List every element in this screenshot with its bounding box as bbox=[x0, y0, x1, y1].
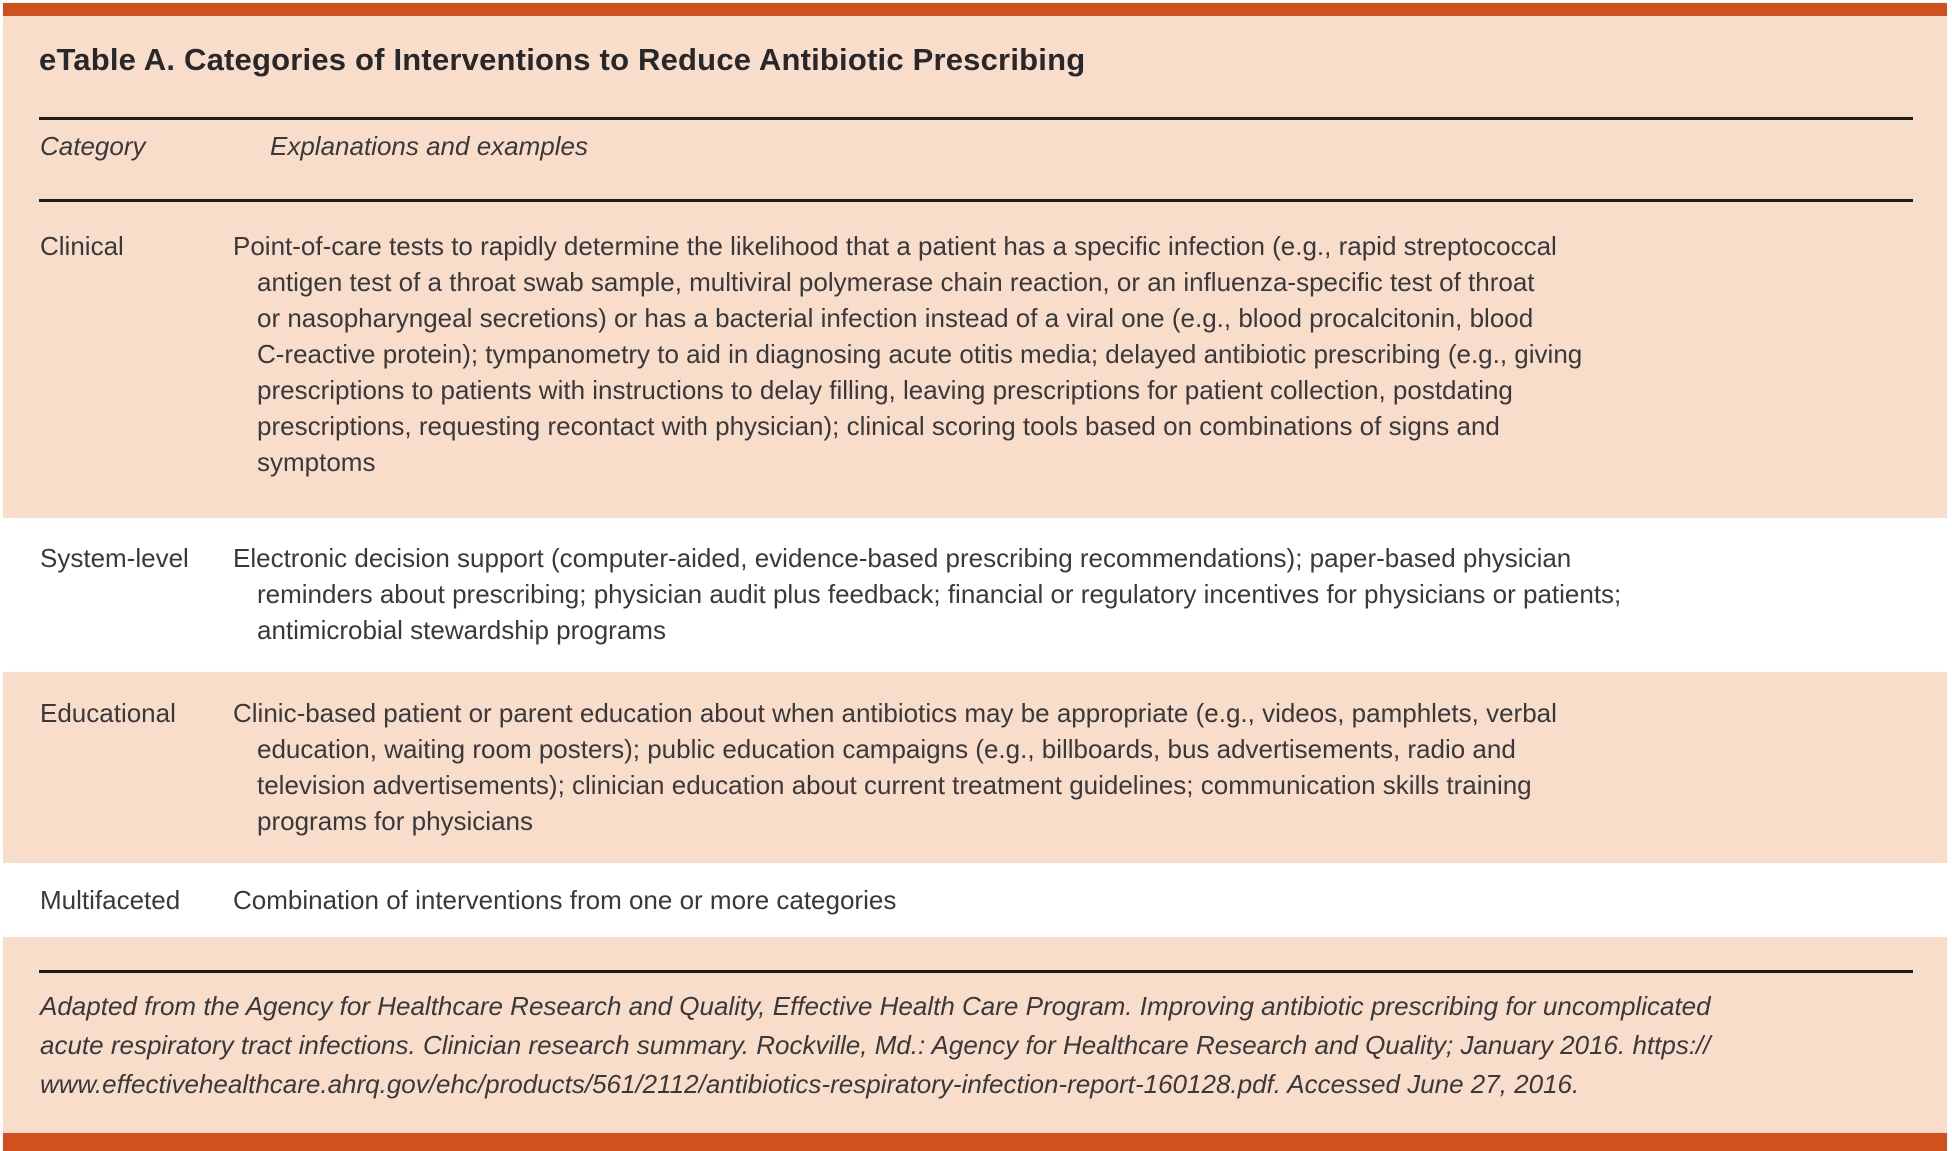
explanation-line: prescriptions, requesting recontact with physician); clinical scoring tools based on combinations of signs and bbox=[257, 411, 1500, 441]
table-panel bbox=[3, 16, 1947, 1133]
explanation-line: Electronic decision support (computer-aided, evidence-based prescribing recommendations); paper-based physician bbox=[233, 543, 1572, 573]
explanation-line: symptoms bbox=[257, 447, 376, 477]
table-row bbox=[3, 202, 1947, 518]
row-category-label: Educational bbox=[40, 698, 176, 728]
footnote bbox=[40, 987, 1916, 1104]
table-row bbox=[3, 518, 1947, 672]
bottom-accent-bar bbox=[3, 1133, 1947, 1151]
table-title: eTable A. Categories of Interventions to Reduce Antibiotic Prescribing bbox=[39, 42, 1086, 77]
explanation-line: C-reactive protein); tympanometry to aid in diagnosing acute otitis media; delayed antibiotic prescribing (e.g., giving bbox=[257, 339, 1583, 369]
row-explanation bbox=[233, 882, 896, 918]
rule-under-title bbox=[39, 117, 1913, 120]
explanation-line: television advertisements); clinician education about current treatment guidelines; communication skills training bbox=[257, 770, 1532, 800]
row-category-label: Multifaceted bbox=[40, 885, 181, 915]
explanation-line: education, waiting room posters); public education campaigns (e.g., billboards, bus advertisements, radio and bbox=[257, 734, 1516, 764]
row-explanation bbox=[233, 228, 1582, 480]
explanation-line: programs for physicians bbox=[257, 806, 533, 836]
explanation-line: antimicrobial stewardship programs bbox=[257, 615, 666, 645]
explanation-line: Clinic-based patient or parent education about when antibiotics may be appropriate (e.g., videos, pamphlets, verbal bbox=[233, 698, 1557, 728]
table-row bbox=[3, 863, 1947, 937]
explanation-line: Point-of-care tests to rapidly determine the likelihood that a patient has a specific infection (e.g., rapid streptococcal bbox=[233, 231, 1557, 261]
row-explanation bbox=[233, 695, 1557, 839]
column-header-explanations: Explanations and examples bbox=[270, 131, 588, 161]
footnote-line: acute respiratory tract infections. Clinician research summary. Rockville, Md.: Agency for Healthcare Research and Quality; January 2016. https:// bbox=[40, 1030, 1711, 1060]
row-explanation bbox=[233, 540, 1621, 648]
top-accent-bar bbox=[3, 3, 1947, 16]
column-header-category: Category bbox=[40, 131, 146, 161]
rule-above-footnote bbox=[39, 970, 1913, 973]
footnote-line: Adapted from the Agency for Healthcare Research and Quality, Effective Health Care Program. Improving antibiotic prescribing for uncomplicated bbox=[40, 991, 1711, 1021]
explanation-line: antigen test of a throat swab sample, multiviral polymerase chain reaction, or an influenza-specific test of throat bbox=[257, 267, 1535, 297]
explanation-line: or nasopharyngeal secretions) or has a bacterial infection instead of a viral one (e.g., blood procalcitonin, blood bbox=[257, 303, 1534, 333]
explanation-line: Combination of interventions from one or more categories bbox=[233, 885, 897, 915]
table-rows bbox=[3, 202, 1947, 937]
row-category-label: Clinical bbox=[40, 231, 124, 261]
explanation-line: reminders about prescribing; physician audit plus feedback; financial or regulatory incentives for physicians or patients; bbox=[257, 579, 1622, 609]
table-row bbox=[3, 672, 1947, 863]
footnote-line: www.effectivehealthcare.ahrq.gov/ehc/products/561/2112/antibiotics-respiratory-infection-report-160128.pdf. Accessed June 27, 2016. bbox=[40, 1069, 1580, 1099]
explanation-line: prescriptions to patients with instructions to delay filling, leaving prescriptions for patient collection, postdating bbox=[257, 375, 1513, 405]
row-category-label: System-level bbox=[40, 543, 189, 573]
